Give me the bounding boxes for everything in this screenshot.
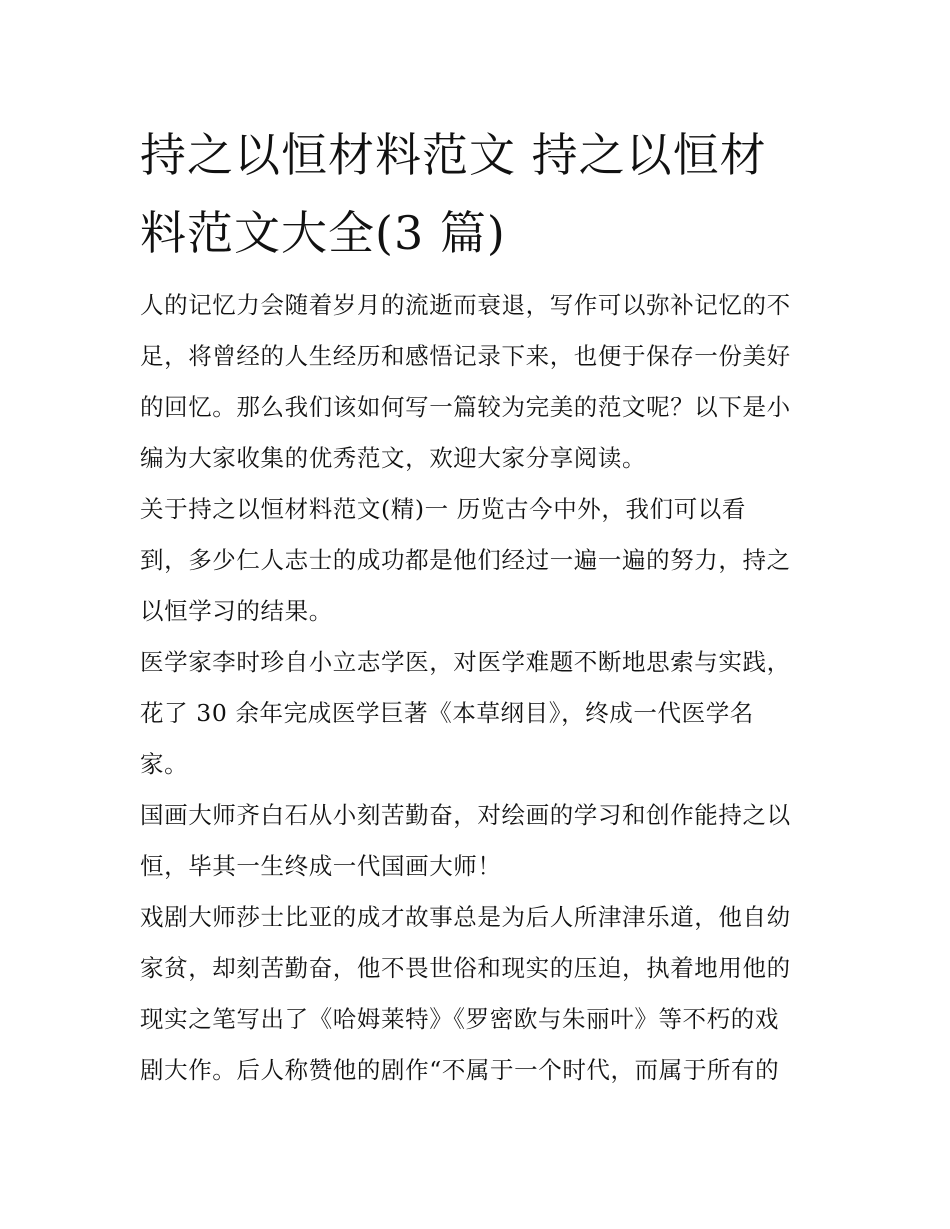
document-body bbox=[140, 280, 830, 1096]
text-line: 足，将曾经的人生经历和感悟记录下来，也便于保存一份美好 bbox=[140, 342, 791, 370]
text-line: 戏剧大师莎士比亚的成才故事总是为后人所津津乐道，他自幼 bbox=[140, 903, 791, 931]
text-line: 现实之笔写出了《哈姆莱特》《罗密欧与朱丽叶》等不朽的戏 bbox=[140, 1005, 779, 1033]
text-line: 恒，毕其一生终成一代国画大师！ bbox=[140, 852, 502, 880]
document-title bbox=[140, 116, 820, 272]
text-line: 家贫，却刻苦勤奋，他不畏世俗和现实的压迫，执着地用他的 bbox=[140, 954, 791, 982]
text-line: 到，多少仁人志士的成功都是他们经过一遍一遍的努力，持之 bbox=[140, 546, 791, 574]
text-line: 关于持之以恒材料范文(精)一 历览古今中外，我们可以看 bbox=[140, 495, 747, 523]
title-line: 持之以恒材料范文 持之以恒材 bbox=[140, 128, 767, 182]
text-line: 人的记忆力会随着岁月的流逝而衰退，写作可以弥补记忆的不 bbox=[140, 291, 791, 319]
text-line: 花了 30 余年完成医学巨著《本草纲目》，终成一代医学名 bbox=[140, 699, 754, 727]
text-line: 医学家李时珍自小立志学医，对医学难题不断地思索与实践， bbox=[140, 648, 791, 676]
text-line: 剧大作。后人称赞他的剧作“不属于一个时代，而属于所有的 bbox=[140, 1056, 780, 1084]
text-line: 编为大家收集的优秀范文，欢迎大家分享阅读。 bbox=[140, 444, 647, 472]
text-line: 家。 bbox=[140, 750, 189, 778]
text-line: 的回忆。那么我们该如何写一篇较为完美的范文呢？以下是小 bbox=[140, 393, 791, 421]
text-line: 国画大师齐白石从小刻苦勤奋，对绘画的学习和创作能持之以 bbox=[140, 801, 791, 829]
text-line: 以恒学习的结果。 bbox=[140, 597, 333, 625]
title-line: 料范文大全(3 篇) bbox=[140, 206, 506, 260]
